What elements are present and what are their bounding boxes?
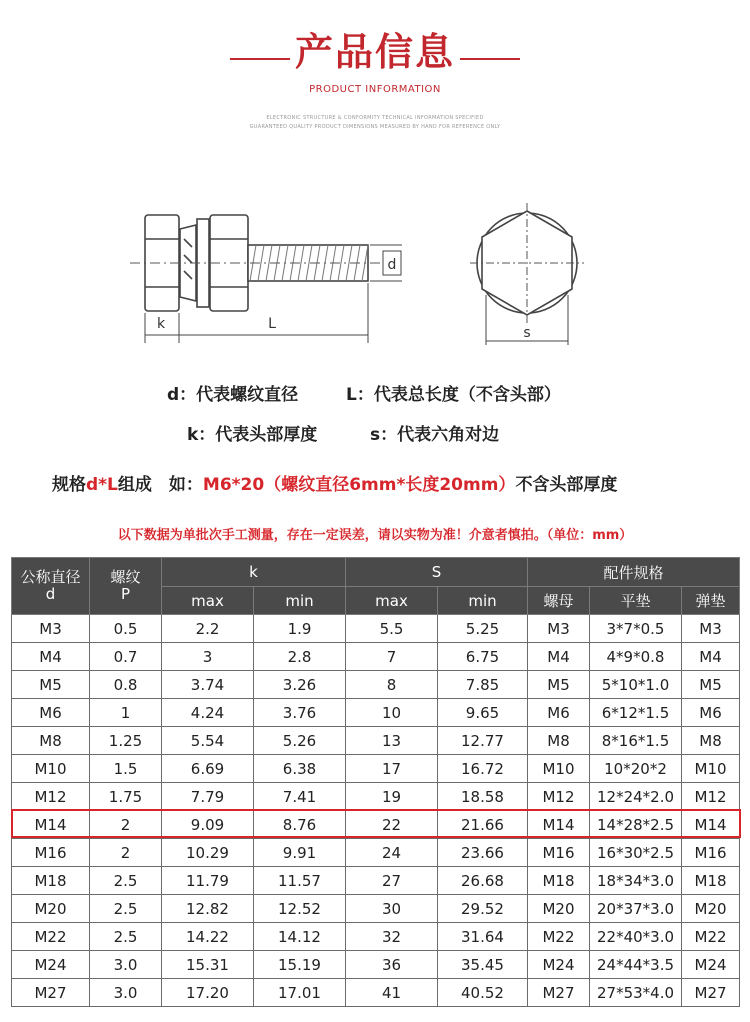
table-cell: M3	[12, 615, 90, 643]
table-cell: 5.5	[346, 615, 438, 643]
header-spring: 弹垫	[682, 587, 740, 615]
table-cell: 3	[162, 643, 254, 671]
table-cell: 18*34*3.0	[590, 867, 682, 895]
table-cell: 14.22	[162, 923, 254, 951]
table-cell: 8*16*1.5	[590, 727, 682, 755]
table-cell: M24	[682, 951, 740, 979]
table-cell: 29.52	[438, 895, 528, 923]
table-cell: 5.54	[162, 727, 254, 755]
table-cell: 6*12*1.5	[590, 699, 682, 727]
table-cell: M16	[12, 839, 90, 867]
table-cell: 2.5	[90, 923, 162, 951]
legend-d: d：代表螺纹直径	[167, 385, 299, 405]
table-cell: M18	[12, 867, 90, 895]
table-cell: 0.5	[90, 615, 162, 643]
fine-print-2: GUARANTEED QUALITY PRODUCT DIMENSIONS MEASURED BY HAND FOR REFERENCE ONLY	[249, 124, 501, 130]
table-cell: M6	[682, 699, 740, 727]
page-subtitle: PRODUCT INFORMATION	[309, 84, 441, 95]
table-cell: 27	[346, 867, 438, 895]
table-cell: 14.12	[254, 923, 346, 951]
table-cell: 16.72	[438, 755, 528, 783]
table-cell: 10*20*2	[590, 755, 682, 783]
table-cell: M12	[528, 783, 590, 811]
table-cell: 15.19	[254, 951, 346, 979]
table-cell: 1.9	[254, 615, 346, 643]
label-k: k	[156, 316, 166, 332]
table-row	[12, 671, 740, 699]
table-cell: 17	[346, 755, 438, 783]
table-row	[12, 895, 740, 923]
table-cell: 5.25	[438, 615, 528, 643]
legend-L: L：代表总长度（不含头部）	[346, 385, 561, 405]
label-d: d	[387, 257, 397, 273]
table-cell: 6.75	[438, 643, 528, 671]
table-cell: M24	[528, 951, 590, 979]
header-nut: 螺母	[528, 587, 590, 615]
table-cell: 24*44*3.5	[590, 951, 682, 979]
table-cell: 7.79	[162, 783, 254, 811]
table-row	[12, 727, 740, 755]
section-header	[0, 30, 750, 95]
table-row	[12, 951, 740, 979]
table-cell: M14	[12, 811, 90, 839]
table-cell: 4.24	[162, 699, 254, 727]
table-cell: 1.5	[90, 755, 162, 783]
header-p: 螺纹 P	[90, 558, 162, 615]
header-k: k	[162, 558, 346, 587]
table-cell: 3.74	[162, 671, 254, 699]
table-cell: 24	[346, 839, 438, 867]
table-row	[12, 699, 740, 727]
table-cell: 32	[346, 923, 438, 951]
table-cell: M10	[528, 755, 590, 783]
table-cell: 0.7	[90, 643, 162, 671]
table-cell: M16	[682, 839, 740, 867]
table-cell: M22	[682, 923, 740, 951]
table-cell: M8	[12, 727, 90, 755]
table-cell: 23.66	[438, 839, 528, 867]
table-cell: M4	[528, 643, 590, 671]
table-row	[12, 867, 740, 895]
header-washer: 平垫	[590, 587, 682, 615]
table-cell: 5.26	[254, 727, 346, 755]
spec-format-line	[52, 470, 617, 495]
table-cell: 1.25	[90, 727, 162, 755]
header-s-max: max	[346, 587, 438, 615]
table-cell: 13	[346, 727, 438, 755]
table-cell: M6	[528, 699, 590, 727]
table-cell: 15.31	[162, 951, 254, 979]
table-cell: M27	[528, 979, 590, 1007]
table-cell: M20	[12, 895, 90, 923]
table-cell: 17.01	[254, 979, 346, 1007]
table-cell: M22	[528, 923, 590, 951]
table-cell: 17.20	[162, 979, 254, 1007]
spec-tail: 不含头部厚度	[515, 475, 618, 495]
table-cell: 9.91	[254, 839, 346, 867]
table-row	[12, 923, 740, 951]
table-cell: 3.26	[254, 671, 346, 699]
legend-k: k：代表头部厚度	[187, 425, 318, 445]
table-cell: M24	[12, 951, 90, 979]
table-cell: 31.64	[438, 923, 528, 951]
table-cell: 16*30*2.5	[590, 839, 682, 867]
table-cell: 9.65	[438, 699, 528, 727]
table-row	[12, 839, 740, 867]
table-cell: 10.29	[162, 839, 254, 867]
table-cell: 19	[346, 783, 438, 811]
table-cell: 30	[346, 895, 438, 923]
table-cell: M27	[682, 979, 740, 1007]
table-cell: 8.76	[254, 811, 346, 839]
table-cell: 22	[346, 811, 438, 839]
label-s: s	[523, 325, 531, 341]
page-title: 产品信息	[294, 30, 455, 74]
table-cell: 1.75	[90, 783, 162, 811]
table-cell: M4	[12, 643, 90, 671]
table-cell: 3*7*0.5	[590, 615, 682, 643]
table-cell: 2.2	[162, 615, 254, 643]
table-cell: 9.09	[162, 811, 254, 839]
table-cell: 11.57	[254, 867, 346, 895]
hex-center-lines	[470, 203, 584, 323]
table-cell: M6	[12, 699, 90, 727]
table-row	[12, 979, 740, 1007]
table-row	[12, 783, 740, 811]
table-cell: 20*37*3.0	[590, 895, 682, 923]
table-row	[12, 615, 740, 643]
table-cell: 7.41	[254, 783, 346, 811]
table-cell: 36	[346, 951, 438, 979]
table-cell: M12	[682, 783, 740, 811]
table-cell: 41	[346, 979, 438, 1007]
table-cell: 8	[346, 671, 438, 699]
table-cell: 6.69	[162, 755, 254, 783]
spec-suffix: 组成 如：	[117, 475, 203, 495]
table-cell: M16	[528, 839, 590, 867]
table-cell: 2	[90, 839, 162, 867]
header-s-min: min	[438, 587, 528, 615]
table-cell: 12*24*2.0	[590, 783, 682, 811]
table-cell: 3.0	[90, 979, 162, 1007]
table-row	[12, 811, 740, 839]
table-cell: 40.52	[438, 979, 528, 1007]
table-cell: M8	[528, 727, 590, 755]
header-s: S	[346, 558, 528, 587]
spec-prefix: 规格	[52, 475, 86, 495]
spec-format: d*L	[86, 475, 118, 495]
table-cell: 2	[90, 811, 162, 839]
table-cell: M5	[682, 671, 740, 699]
table-cell: 26.68	[438, 867, 528, 895]
table-cell: M20	[528, 895, 590, 923]
table-cell: 7.85	[438, 671, 528, 699]
table-cell: M18	[528, 867, 590, 895]
table-cell: M5	[12, 671, 90, 699]
table-cell: M12	[12, 783, 90, 811]
table-cell: 12.52	[254, 895, 346, 923]
table-cell: M3	[682, 615, 740, 643]
table-cell: 0.8	[90, 671, 162, 699]
table-cell: 12.77	[438, 727, 528, 755]
table-cell: M4	[682, 643, 740, 671]
table-cell: 2.5	[90, 895, 162, 923]
header-k-min: min	[254, 587, 346, 615]
table-cell: M10	[12, 755, 90, 783]
table-cell: M20	[682, 895, 740, 923]
dimension-table	[11, 557, 740, 1007]
table-cell: M27	[12, 979, 90, 1007]
table-cell: 3.0	[90, 951, 162, 979]
table-cell: M14	[528, 811, 590, 839]
table-cell: 7	[346, 643, 438, 671]
table-cell: 1	[90, 699, 162, 727]
table-cell: 2.5	[90, 867, 162, 895]
table-cell: 4*9*0.8	[590, 643, 682, 671]
table-cell: 3.76	[254, 699, 346, 727]
table-cell: 11.79	[162, 867, 254, 895]
table-cell: M22	[12, 923, 90, 951]
header-k-max: max	[162, 587, 254, 615]
table-header-row	[12, 558, 740, 587]
table-cell: 6.38	[254, 755, 346, 783]
header-d: 公称直径 d	[12, 558, 90, 615]
table-cell: 5*10*1.0	[590, 671, 682, 699]
bolt-diagram	[0, 195, 750, 365]
table-cell: M5	[528, 671, 590, 699]
table-cell: 12.82	[162, 895, 254, 923]
table-cell: 21.66	[438, 811, 528, 839]
table-cell: 10	[346, 699, 438, 727]
table-cell: 22*40*3.0	[590, 923, 682, 951]
table-cell: M14	[682, 811, 740, 839]
table-cell: 35.45	[438, 951, 528, 979]
table-cell: 14*28*2.5	[590, 811, 682, 839]
spec-example: M6*20（螺纹直径6mm*长度20mm）	[202, 475, 516, 495]
header-parts: 配件规格	[528, 558, 740, 587]
table-cell: 27*53*4.0	[590, 979, 682, 1007]
table-cell: 2.8	[254, 643, 346, 671]
table-row	[12, 755, 740, 783]
table-cell: M18	[682, 867, 740, 895]
fine-print-1: ELECTRONIC STRUCTURE & CONFORMITY TECHNICAL INFORMATION SPECIFIED	[266, 115, 484, 121]
table-cell: 18.58	[438, 783, 528, 811]
table-cell: M3	[528, 615, 590, 643]
label-L: L	[268, 316, 276, 332]
table-row	[12, 643, 740, 671]
table-cell: M10	[682, 755, 740, 783]
table-cell: M8	[682, 727, 740, 755]
legend-s: s：代表六角对边	[370, 425, 500, 445]
measurement-note: 以下数据为单批次手工测量，存在一定误差，请以实物为准！介意者慎拍。（单位：mm）	[117, 528, 633, 543]
